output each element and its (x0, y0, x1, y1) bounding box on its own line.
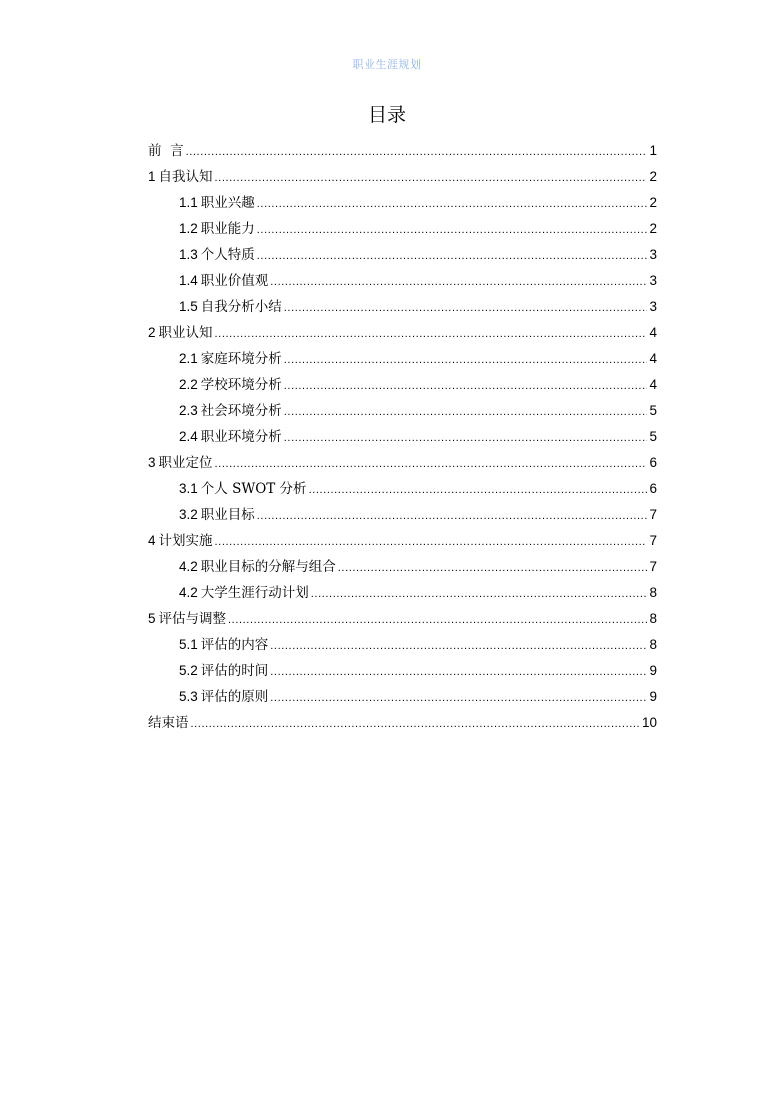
table-of-contents (148, 138, 657, 736)
toc-page-number: 1 (649, 143, 657, 158)
toc-entry-number: 1.5 (179, 299, 198, 314)
toc-dot-leader (284, 295, 648, 321)
toc-entry[interactable] (148, 450, 657, 476)
toc-entry[interactable] (148, 554, 657, 580)
toc-entry-title: 职业目标的分解与组合 (200, 559, 336, 575)
toc-page-number: 3 (649, 273, 657, 288)
toc-entry-title: 职业兴趣 (200, 195, 255, 211)
toc-entry-title: 自我认知 (158, 169, 213, 185)
toc-entry-title: 个人特质 (200, 247, 255, 263)
toc-page-number: 6 (649, 481, 657, 496)
toc-entry[interactable] (148, 658, 657, 684)
toc-dot-leader (186, 139, 648, 165)
toc-dot-leader (270, 269, 647, 295)
toc-dot-leader (228, 607, 647, 633)
toc-entry[interactable] (148, 346, 657, 372)
toc-dot-leader (284, 425, 648, 451)
toc-entry-number: 5.2 (179, 663, 198, 678)
toc-entry[interactable] (148, 242, 657, 268)
toc-entry-title: 评估的时间 (200, 663, 269, 679)
toc-entry-number: 1.2 (179, 221, 198, 236)
toc-entry-number: 1 (148, 169, 156, 184)
toc-entry[interactable] (148, 528, 657, 554)
toc-entry-title: 个人 SWOT 分析 (200, 481, 307, 497)
toc-dot-leader (257, 191, 648, 217)
running-header: 职业生涯规划 (352, 58, 422, 71)
toc-entry-number: 2 (148, 325, 156, 340)
toc-entry[interactable] (148, 268, 657, 294)
toc-entry-title: 家庭环境分析 (200, 351, 282, 367)
toc-entry-number: 4 (148, 533, 156, 548)
toc-dot-leader (257, 243, 648, 269)
toc-entry-title: 前 言 (148, 143, 184, 159)
toc-dot-leader (270, 685, 647, 711)
toc-page-number: 10 (641, 715, 657, 730)
toc-entry[interactable] (148, 164, 657, 190)
toc-entry-number: 5.1 (179, 637, 198, 652)
toc-page-number: 7 (649, 507, 657, 522)
toc-entry-number: 3.2 (179, 507, 198, 522)
toc-entry-title: 学校环境分析 (200, 377, 282, 393)
toc-entry-title: 职业价值观 (200, 273, 269, 289)
toc-page-number: 7 (649, 559, 657, 574)
toc-dot-leader (215, 451, 648, 477)
toc-entry-title: 评估与调整 (158, 611, 227, 627)
toc-entry[interactable] (148, 606, 657, 632)
toc-page-number: 9 (649, 689, 657, 704)
toc-entry[interactable] (148, 216, 657, 242)
toc-entry-title: 职业能力 (200, 221, 255, 237)
toc-page-number: 4 (649, 325, 657, 340)
toc-dot-leader (215, 165, 648, 191)
toc-entry-number: 5.3 (179, 689, 198, 704)
toc-dot-leader (270, 633, 647, 659)
toc-entry-title: 计划实施 (158, 533, 213, 549)
toc-entry[interactable] (148, 710, 657, 736)
toc-entry-title: 职业目标 (200, 507, 255, 523)
toc-entry[interactable] (148, 632, 657, 658)
toc-page-number: 2 (649, 169, 657, 184)
toc-entry-title: 职业认知 (158, 325, 213, 341)
toc-entry-title: 评估的原则 (200, 689, 269, 705)
toc-page-number: 2 (649, 195, 657, 210)
toc-entry-title: 大学生涯行动计划 (200, 585, 309, 601)
toc-entry-title: 社会环境分析 (200, 403, 282, 419)
toc-entry-number: 5 (148, 611, 156, 626)
toc-page-number: 5 (649, 403, 657, 418)
toc-entry[interactable] (148, 138, 657, 164)
toc-dot-leader (215, 529, 648, 555)
toc-page-number: 8 (649, 637, 657, 652)
toc-dot-leader (309, 477, 648, 503)
toc-dot-leader (270, 659, 647, 685)
toc-entry-title: 职业定位 (158, 455, 213, 471)
toc-entry-number: 2.2 (179, 377, 198, 392)
toc-entry-number: 4.2 (179, 585, 198, 600)
toc-page-number: 3 (649, 299, 657, 314)
toc-entry-number: 3 (148, 455, 156, 470)
toc-page-number: 2 (649, 221, 657, 236)
toc-entry[interactable] (148, 372, 657, 398)
toc-dot-leader (215, 321, 648, 347)
toc-dot-leader (284, 373, 648, 399)
toc-entry[interactable] (148, 320, 657, 346)
toc-entry[interactable] (148, 294, 657, 320)
toc-page-number: 3 (649, 247, 657, 262)
toc-page-number: 4 (649, 377, 657, 392)
toc-page-number: 8 (649, 611, 657, 626)
toc-dot-leader (284, 347, 648, 373)
toc-dot-leader (191, 711, 640, 737)
toc-title: 目录 (367, 104, 406, 126)
toc-entry[interactable] (148, 502, 657, 528)
toc-entry[interactable] (148, 580, 657, 606)
toc-entry[interactable] (148, 398, 657, 424)
toc-dot-leader (338, 555, 648, 581)
toc-page-number: 9 (649, 663, 657, 678)
toc-entry-title: 评估的内容 (200, 637, 269, 653)
toc-entry-number: 2.1 (179, 351, 198, 366)
toc-entry[interactable] (148, 424, 657, 450)
toc-page-number: 8 (649, 585, 657, 600)
toc-entry-title: 职业环境分析 (200, 429, 282, 445)
toc-page-number: 5 (649, 429, 657, 444)
toc-page-number: 6 (649, 455, 657, 470)
toc-entry[interactable] (148, 190, 657, 216)
toc-entry-title: 自我分析小结 (200, 299, 282, 315)
toc-dot-leader (284, 399, 648, 425)
toc-entry-title: 结束语 (148, 715, 189, 731)
toc-dot-leader (311, 581, 648, 607)
toc-entry-number: 3.1 (179, 481, 198, 496)
toc-entry-number: 1.4 (179, 273, 198, 288)
toc-page-number: 7 (649, 533, 657, 548)
toc-entry-number: 2.4 (179, 429, 198, 444)
toc-dot-leader (257, 217, 648, 243)
toc-dot-leader (257, 503, 648, 529)
toc-entry-number: 4.2 (179, 559, 198, 574)
toc-entry-number: 1.1 (179, 195, 198, 210)
toc-entry-number: 2.3 (179, 403, 198, 418)
toc-entry[interactable] (148, 684, 657, 710)
toc-page-number: 4 (649, 351, 657, 366)
toc-entry-number: 1.3 (179, 247, 198, 262)
toc-entry[interactable] (148, 476, 657, 502)
